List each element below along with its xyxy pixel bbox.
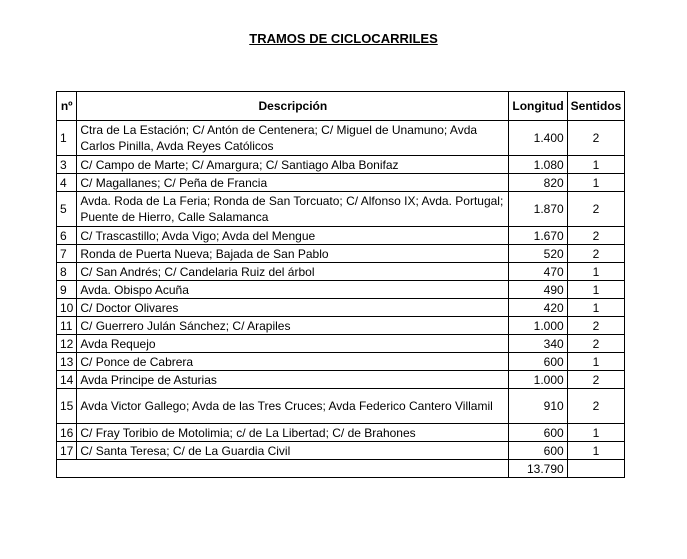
- row-length: 520: [509, 245, 567, 263]
- row-directions: 2: [567, 335, 625, 353]
- row-directions: 2: [567, 371, 625, 389]
- row-num: 12: [57, 335, 77, 353]
- row-description: C/ Trascastillo; Avda Vigo; Avda del Mengue: [77, 227, 509, 245]
- row-length: 470: [509, 263, 567, 281]
- row-description: Avda Principe de Asturias: [77, 371, 509, 389]
- row-num: 15: [57, 389, 77, 424]
- row-directions: 2: [567, 245, 625, 263]
- table-row: [57, 442, 625, 460]
- row-description: Ctra de La Estación; C/ Antón de Centenera; C/ Miguel de Unamuno; Avda Carlos Pinilla, Avda Reyes Católicos: [77, 121, 509, 156]
- row-directions: 1: [567, 424, 625, 442]
- table-row: [57, 156, 625, 174]
- row-directions: 1: [567, 174, 625, 192]
- row-directions: 1: [567, 442, 625, 460]
- row-description: C/ Santa Teresa; C/ de La Guardia Civil: [77, 442, 509, 460]
- row-directions: 2: [567, 121, 625, 156]
- total-directions-cell: [567, 460, 625, 478]
- row-directions: 2: [567, 317, 625, 335]
- table-row: [57, 192, 625, 227]
- row-length: 600: [509, 353, 567, 371]
- row-directions: 2: [567, 389, 625, 424]
- row-description: C/ Guerrero Julán Sánchez; C/ Arapiles: [77, 317, 509, 335]
- row-num: 17: [57, 442, 77, 460]
- row-description: Avda Requejo: [77, 335, 509, 353]
- header-directions: Sentidos: [567, 92, 625, 121]
- table-row: [57, 317, 625, 335]
- row-directions: 1: [567, 156, 625, 174]
- table-row: [57, 389, 625, 424]
- row-length: 820: [509, 174, 567, 192]
- table-row: [57, 245, 625, 263]
- row-num: 5: [57, 192, 77, 227]
- row-description: C/ Magallanes; C/ Peña de Francia: [77, 174, 509, 192]
- row-length: 1.080: [509, 156, 567, 174]
- table-row: [57, 281, 625, 299]
- row-description: Avda Victor Gallego; Avda de las Tres Cruces; Avda Federico Cantero Villamil: [77, 389, 509, 424]
- row-length: 1.670: [509, 227, 567, 245]
- row-num: 4: [57, 174, 77, 192]
- row-length: 420: [509, 299, 567, 317]
- row-description: Ronda de Puerta Nueva; Bajada de San Pablo: [77, 245, 509, 263]
- table-row: [57, 121, 625, 156]
- table-row: [57, 299, 625, 317]
- row-num: 3: [57, 156, 77, 174]
- document-title: TRAMOS DE CICLOCARRILES: [249, 31, 438, 46]
- header-length: Longitud: [509, 92, 567, 121]
- row-num: 16: [57, 424, 77, 442]
- row-length: 910: [509, 389, 567, 424]
- table-row: [57, 353, 625, 371]
- row-length: 1.400: [509, 121, 567, 156]
- row-directions: 2: [567, 192, 625, 227]
- row-directions: 1: [567, 299, 625, 317]
- row-description: C/ Doctor Olivares: [77, 299, 509, 317]
- table-row: [57, 335, 625, 353]
- table-row: [57, 227, 625, 245]
- total-row: [57, 460, 625, 478]
- row-num: 11: [57, 317, 77, 335]
- row-num: 10: [57, 299, 77, 317]
- row-directions: 1: [567, 263, 625, 281]
- row-description: C/ Ponce de Cabrera: [77, 353, 509, 371]
- total-length: 13.790: [509, 460, 567, 478]
- row-directions: 1: [567, 353, 625, 371]
- row-length: 340: [509, 335, 567, 353]
- row-description: Avda. Roda de La Feria; Ronda de San Torcuato; C/ Alfonso IX; Avda. Portugal; Puente de Hierro, Calle Salamanca: [77, 192, 509, 227]
- row-num: 14: [57, 371, 77, 389]
- row-num: 9: [57, 281, 77, 299]
- table-row: [57, 174, 625, 192]
- row-description: C/ Campo de Marte; C/ Amargura; C/ Santiago Alba Bonifaz: [77, 156, 509, 174]
- row-num: 1: [57, 121, 77, 156]
- row-description: C/ San Andrés; C/ Candelaria Ruiz del árbol: [77, 263, 509, 281]
- header-description: Descripción: [77, 92, 509, 121]
- cycle-lanes-table: [56, 91, 625, 478]
- row-num: 6: [57, 227, 77, 245]
- row-description: Avda. Obispo Acuña: [77, 281, 509, 299]
- row-length: 490: [509, 281, 567, 299]
- row-description: C/ Fray Toribio de Motolimia; c/ de La Libertad; C/ de Brahones: [77, 424, 509, 442]
- row-directions: 1: [567, 281, 625, 299]
- total-label-cell: [57, 460, 509, 478]
- row-num: 8: [57, 263, 77, 281]
- table-row: [57, 371, 625, 389]
- row-length: 600: [509, 424, 567, 442]
- table-row: [57, 263, 625, 281]
- header-num: nº: [57, 92, 77, 121]
- row-length: 1.000: [509, 317, 567, 335]
- row-num: 13: [57, 353, 77, 371]
- table-header-row: [57, 92, 625, 121]
- table-row: [57, 424, 625, 442]
- row-length: 1.000: [509, 371, 567, 389]
- row-directions: 2: [567, 227, 625, 245]
- row-length: 1.870: [509, 192, 567, 227]
- row-length: 600: [509, 442, 567, 460]
- row-num: 7: [57, 245, 77, 263]
